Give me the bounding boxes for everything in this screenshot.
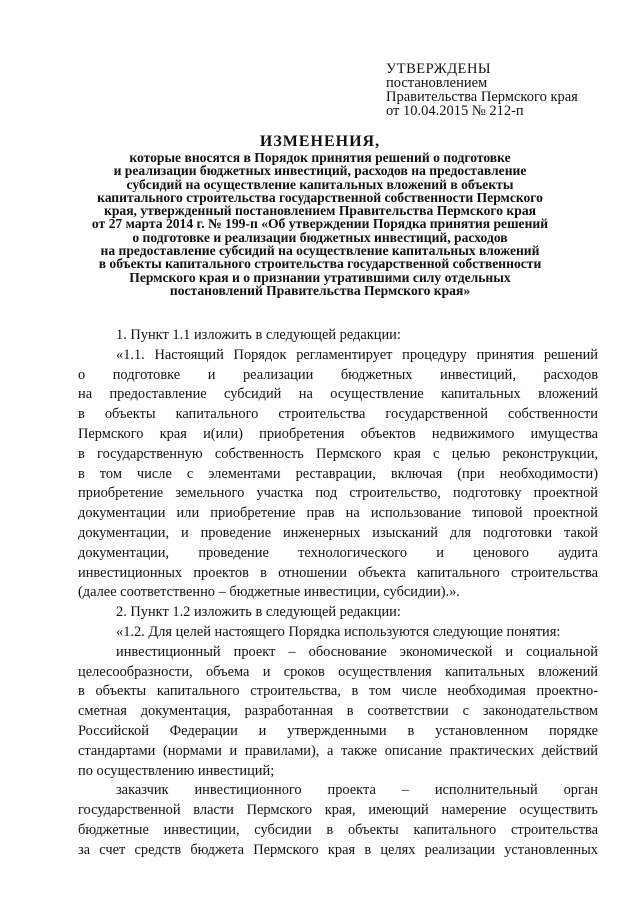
paragraph-line: заказчик инвестиционного проекта – исполнительный орган <box>116 782 598 799</box>
paragraph-line: на предоставление субсидий на осуществление капитальных вложений <box>78 386 598 403</box>
paragraph-line: Российской Федерации и утвержденными в установленном порядке <box>78 722 598 739</box>
document-title: ИЗМЕНЕНИЯ, <box>259 133 381 150</box>
subtitle-line: капитального строительства государственной собственности Пермского <box>97 189 543 205</box>
paragraph-line: в объекты капитального строительства, в том числе необходимая проектно- <box>78 683 598 700</box>
approval-line: Правительства Пермского края <box>386 89 578 105</box>
paragraph-line: сметная документация, разработанная в соответствии с законодательством <box>78 703 598 720</box>
subtitle-line: Пермского края и о признании утратившими силу отдельных <box>129 269 511 285</box>
paragraph-line: приобретение земельного участка под строительство, подготовку проектной <box>78 485 598 502</box>
document-body <box>78 326 598 861</box>
subtitle-line: которые вносятся в Порядок принятия решений о подготовке <box>129 150 511 165</box>
subtitle-line: от 27 марта 2014 г. № 199-п «Об утверждении Порядка принятия решений <box>91 216 549 232</box>
document-subtitle <box>80 151 560 297</box>
paragraph-line: документации, и проведение инженерных изысканий для подготовки такой <box>78 524 598 541</box>
paragraph-line: инвестиционных проектов в отношении объекта капитального строительства <box>78 564 598 581</box>
approval-stamp <box>386 62 578 118</box>
paragraph-line: Пермского края и(или) приобретения объектов недвижимого имущества <box>78 425 598 442</box>
paragraph-line: государственной власти Пермского края, имеющий намерение осуществить <box>78 802 598 819</box>
paragraph-item-2-intro: 2. Пункт 1.2 изложить в следующей редакции: <box>116 604 401 621</box>
subtitle-line: на предоставление субсидий на осуществление капитальных вложений <box>100 243 540 259</box>
subtitle-line: в объекты капитального строительства государственной собственности <box>98 256 542 272</box>
approval-line: постановлением <box>386 75 488 91</box>
paragraph-line: в государственную собственность Пермского края с целью реконструкции, <box>78 445 598 462</box>
paragraph-item-1-intro: 1. Пункт 1.1 изложить в следующей редакции: <box>116 327 401 343</box>
paragraph-line: за счет средств бюджета Пермского края в целях реализации установленных <box>78 841 598 858</box>
subtitle-line: края, утвержденный постановлением Правительства Пермского края <box>104 203 536 219</box>
paragraph-line: документации, проведение технологического и ценового аудита <box>78 544 598 561</box>
paragraph-line: (далее соответственно – бюджетные инвестиции, субсидии).». <box>78 584 460 601</box>
paragraph-line: бюджетные инвестиции, субсидии в объекты капитального строительства <box>78 821 598 838</box>
subtitle-line: и реализации бюджетных инвестиций, расходов на предоставление <box>113 163 527 179</box>
paragraph-item-2-first: «1.2. Для целей настоящего Порядка используются следующие понятия: <box>116 623 561 640</box>
paragraph-line: в объекты капитального строительства государственной собственности <box>78 406 598 423</box>
paragraph-line: стандартами (нормами и правилами), а также описание практических действий <box>78 742 598 759</box>
approval-date: от 10.04.2015 № 212-п <box>386 103 524 119</box>
subtitle-line: о подготовке и реализации бюджетных инвестиций, расходов <box>132 229 508 245</box>
paragraph-line: документации или приобретение прав на использование типовой проектной <box>78 505 598 522</box>
subtitle-line: постановлений Правительства Пермского края» <box>169 282 471 298</box>
paragraph-line: целесообразности, объема и сроков осуществления капитальных вложений <box>78 663 598 680</box>
paragraph-line: «1.1. Настоящий Порядок регламентирует процедуру принятия решений <box>116 346 598 363</box>
paragraph-line: инвестиционный проект – обоснование экономической и социальной <box>116 643 598 660</box>
approval-title: УТВЕРЖДЕНЫ <box>386 61 492 77</box>
paragraph-line: в том числе с элементами реставрации, включая (при необходимости) <box>78 465 598 482</box>
subtitle-line: субсидий на осуществление капитальных вложений в объекты <box>126 176 514 192</box>
paragraph-line: о подготовке и реализации бюджетных инвестиций, расходов <box>78 366 598 383</box>
paragraph-line: по осуществлению инвестиций; <box>78 762 275 779</box>
